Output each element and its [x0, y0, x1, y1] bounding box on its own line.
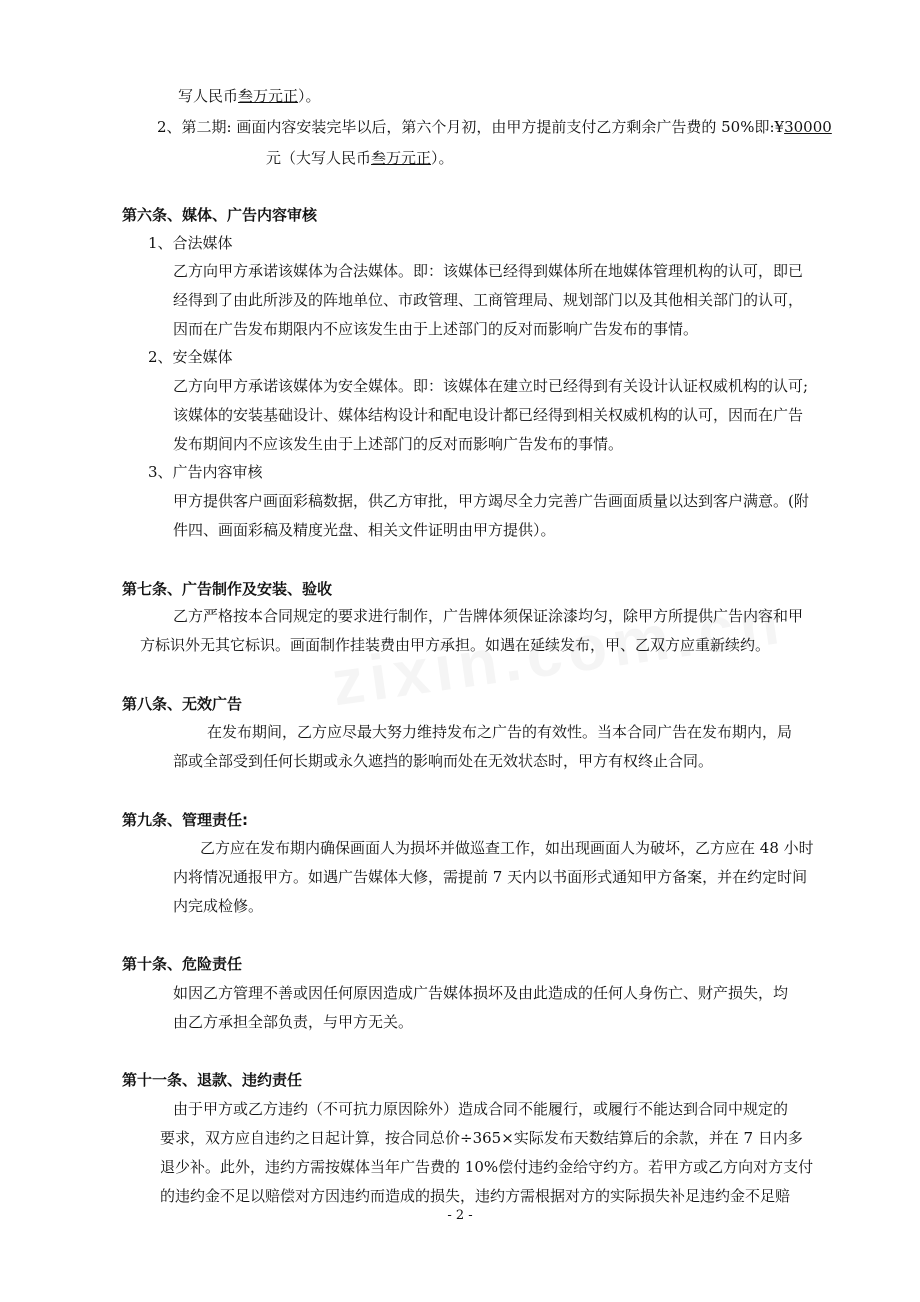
payment-text-end: ）。: [298, 87, 321, 105]
article-7-title: 第七条、广告制作及安装、验收: [122, 580, 333, 598]
article-8-title: 第八条、无效广告: [122, 695, 243, 713]
article-6-item-1-line: 乙方向甲方承诺该媒体为合法媒体。即：该媒体已经得到媒体所在地媒体管理机构的认可，即已: [173, 262, 804, 280]
payment-text: 2、第二期: 画面内容安装完毕以后，第六个月初，由甲方提前支付乙方剩余广告费的 50%即:¥: [157, 118, 785, 136]
article-9-title: 第九条、管理责任:: [122, 811, 248, 829]
article-6-title: 第六条、媒体、广告内容审核: [122, 206, 318, 224]
payment-line-3: [266, 148, 454, 168]
article-6-item-3-title: 3、广告内容审核: [148, 463, 263, 481]
payment-text-end: ）。: [431, 149, 454, 167]
article-6-item-2-title: 2、安全媒体: [148, 348, 233, 366]
article-6-item-3-line: 甲方提供客户画面彩稿数据，供乙方审批，甲方竭尽全力完善广告画面质量以达到客户满意。(附: [173, 492, 809, 510]
article-6-item-3-line: 件四、画面彩稿及精度光盘、相关文件证明由甲方提供）。: [173, 521, 556, 539]
article-6-item-1-title: 1、合法媒体: [148, 234, 233, 252]
article-11-title: 第十一条、退款、违约责任: [122, 1071, 303, 1089]
article-9-line: 乙方应在发布期内确保画面人为损坏并做巡查工作，如出现画面人为破坏，乙方应在 48 小时: [200, 839, 814, 857]
page-number: - 2 -: [447, 1208, 473, 1223]
article-8-line: 在发布期间，乙方应尽最大努力维持发布之广告的有效性。当本合同广告在发布期内，局: [207, 723, 793, 741]
article-9-line: 内将情况通报甲方。如遇广告媒体大修，需提前 7 天内以书面形式通知甲方备案，并在约定时间: [173, 868, 808, 886]
article-6-item-1-line: 经得到了由此所涉及的阵地单位、市政管理、工商管理局、规划部门以及其他相关部门的认可，: [173, 291, 804, 309]
article-10-line: 如因乙方管理不善或因任何原因造成广告媒体损坏及由此造成的任何人身伤亡、财产损失，均: [173, 984, 789, 1002]
article-10-line: 由乙方承担全部负责，与甲方无关。: [173, 1013, 414, 1031]
amount-in-words: 叁万元正: [238, 87, 299, 105]
payment-text: 元（大写人民币: [266, 149, 372, 167]
article-7-line: 方标识外无其它标识。画面制作挂装费由甲方承担。如遇在延续发布，甲、乙双方应重新续约。: [140, 636, 771, 654]
amount-figure: 30000: [784, 118, 832, 136]
article-7-line: 乙方严格按本合同规定的要求进行制作，广告牌体须保证涂漆均匀，除甲方所提供广告内容和甲: [173, 607, 804, 625]
payment-line-2: [157, 117, 832, 137]
article-11-line: 由于甲方或乙方违约（不可抗力原因除外）造成合同不能履行，或履行不能达到合同中规定的: [173, 1100, 789, 1118]
article-10-title: 第十条、危险责任: [122, 955, 243, 973]
article-11-line: 的违约金不足以赔偿对方因违约而造成的损失，违约方需根据对方的实际损失补足违约金不足赔: [160, 1187, 791, 1205]
article-9-line: 内完成检修。: [173, 897, 264, 915]
article-11-line: 要求，双方应自违约之日起计算，按合同总价÷365×实际发布天数结算后的余款，并在 7 日内多: [160, 1129, 803, 1147]
article-6-item-1-line: 因而在广告发布期限内不应该发生由于上述部门的反对而影响广告发布的事情。: [173, 320, 699, 338]
article-6-item-2-line: 发布期间内不应该发生由于上述部门的反对而影响广告发布的事情。: [173, 435, 624, 453]
article-6-item-2-line: 乙方向甲方承诺该媒体为安全媒体。即：该媒体在建立时已经得到有关设计认证权威机构的认可;: [173, 377, 809, 395]
article-6-item-2-line: 该媒体的安装基础设计、媒体结构设计和配电设计都已经得到相关权威机构的认可，因而在广告: [173, 406, 804, 424]
article-8-line: 部或全部受到任何长期或永久遮挡的影响而处在无效状态时，甲方有权终止合同。: [173, 752, 714, 770]
amount-in-words: 叁万元正: [371, 149, 432, 167]
article-11-line: 退少补。此外，违约方需按媒体当年广告费的 10%偿付违约金给守约方。若甲方或乙方向对方支付: [160, 1158, 814, 1176]
payment-text: 写人民币: [178, 87, 239, 105]
payment-line-1: [178, 86, 321, 106]
